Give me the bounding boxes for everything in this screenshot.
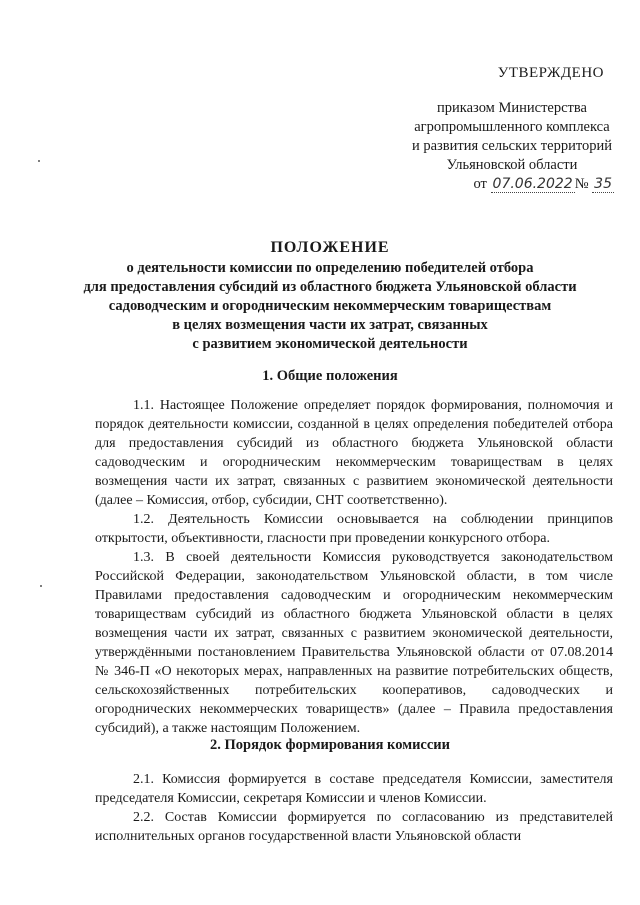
title-line: садоводческим и огородническим некоммерческим товариществам: [108, 298, 552, 314]
section-2-body: [95, 770, 613, 846]
title-line: для предоставления субсидий из областного бюджета Ульяновской области: [83, 279, 577, 295]
approval-line: Ульяновской области: [446, 157, 578, 173]
scan-speck: [40, 585, 42, 587]
handwritten-number: 35: [594, 176, 612, 192]
approval-line: приказом Министерства: [437, 100, 587, 116]
paragraph-1-2: 1.2. Деятельность Комиссии основывается на соблюдении принципов открытости, объективности, гласности при проведении конкурсного отбора.: [95, 512, 613, 546]
section-1-heading: 1. Общие положения: [262, 368, 398, 384]
title-line: в целях возмещения части их затрат, связанных: [172, 317, 488, 333]
approval-date-line: [402, 175, 622, 194]
paragraph-1-3: 1.3. В своей деятельности Комиссия руководствуется законодательством Российской Федерации, законодательством Ульяновской области, в том числе Правилами предоставления садоводческим и огородническим некоммерческим товариществам субсидий из областного бюджета Ульяновской области в целях возмещения части их затрат, связанных с развитием экономической деятельности, утверждёнными постановлением Правительства Ульяновской области от 07.08.2014 № 346-П «О некоторых мерах, направленных на развитие потребительских обществ, сельскохозяйственных потребительских кооперативов, садоводческих и огороднических некоммерческих товариществ» (далее – Правила предоставления субсидий), а также настоящим Положением.: [95, 550, 613, 736]
document-title: [60, 238, 600, 354]
number-sign: №: [574, 176, 589, 192]
date-prefix: от: [473, 176, 487, 192]
title-line: с развитием экономической деятельности: [192, 336, 468, 352]
title-line: о деятельности комиссии по определению победителей отбора: [126, 260, 534, 276]
paragraph-2-2: 2.2. Состав Комиссии формируется по согласованию из представителей исполнительных органов государственной власти Ульяновской области: [95, 810, 613, 844]
approval-line: и развития сельских территорий: [411, 138, 612, 154]
scan-speck: [38, 160, 40, 162]
section-1-body: [95, 396, 613, 738]
approval-heading: УТВЕРЖДЕНО: [497, 65, 604, 81]
title-main: ПОЛОЖЕНИЕ: [270, 239, 390, 256]
approval-stamp: [402, 64, 622, 194]
paragraph-2-1: 2.1. Комиссия формируется в составе председателя Комиссии, заместителя председателя Комиссии, секретаря Комиссии и членов Комиссии.: [95, 772, 613, 806]
section-2-heading: 2. Порядок формирования комиссии: [209, 737, 451, 753]
handwritten-date: 07.06.2022: [492, 176, 573, 192]
paragraph-1-1: 1.1. Настоящее Положение определяет порядок формирования, полномочия и порядок деятельности комиссии, созданной в целях определения победителей отбора для предоставления субсидий из областного бюджета Ульяновской области садоводческим и огородническим некоммерческим товариществам в целях возмещения части их затрат, связанных с развитием экономической деятельности (далее – Комиссия, отбор, субсидии, СНТ соответственно).: [95, 398, 613, 508]
approval-line: агропромышленного комплекса: [414, 119, 610, 135]
